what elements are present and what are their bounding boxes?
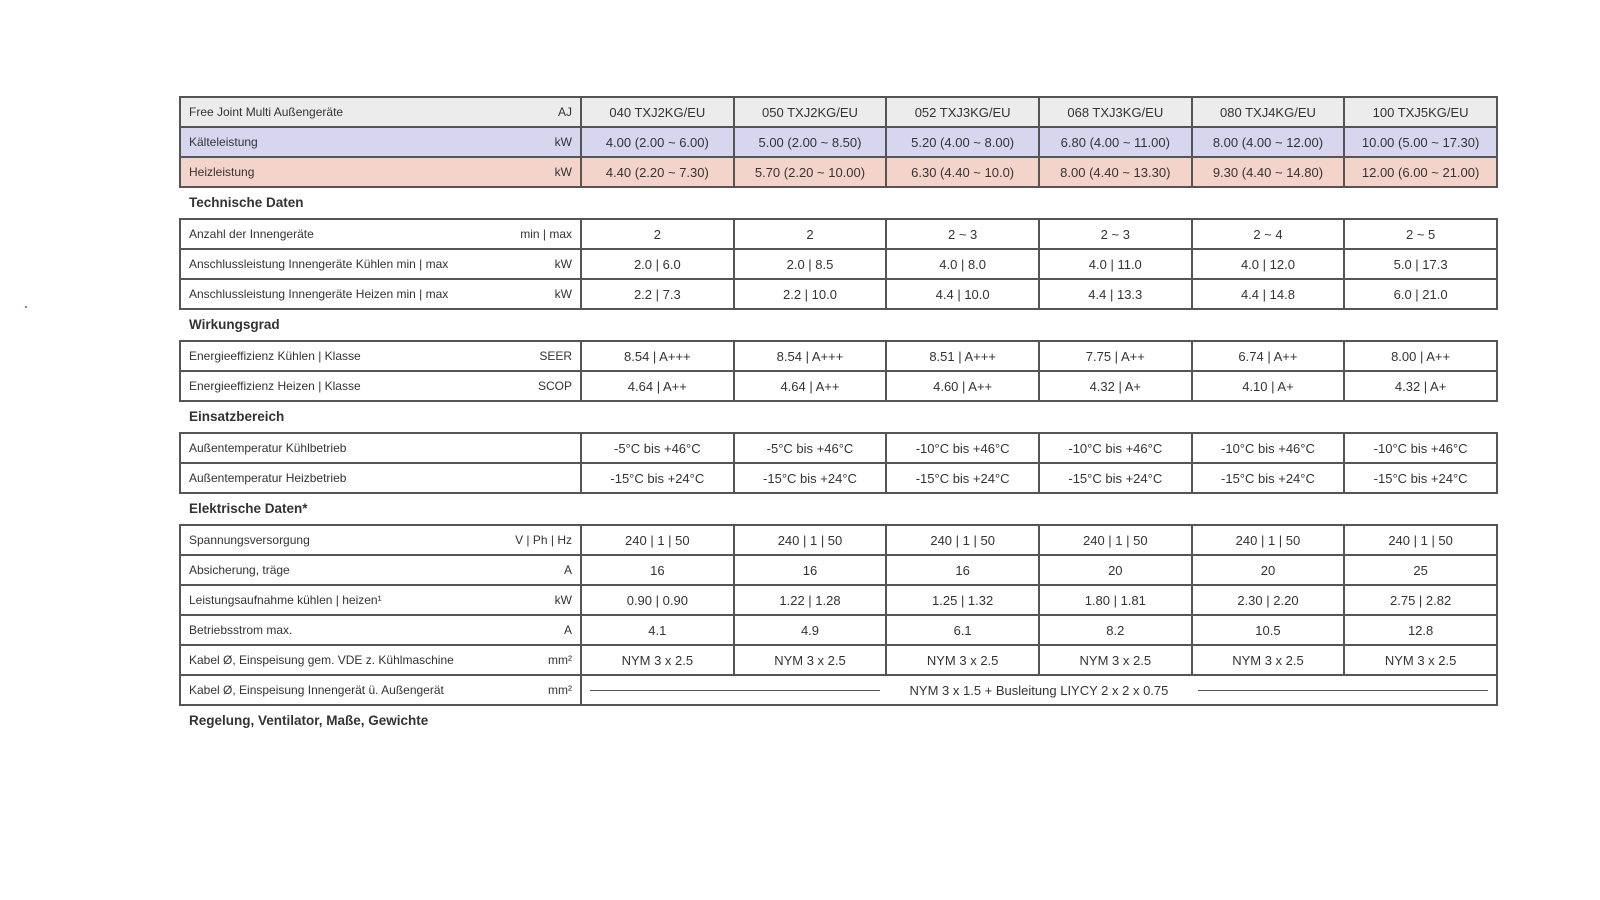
header-table (179, 96, 1498, 188)
header-label-cell (180, 97, 581, 127)
span-divider-left (590, 690, 880, 691)
value-cell: 2 (581, 219, 734, 249)
value-cell: 5.0 | 17.3 (1344, 249, 1497, 279)
value-cell: -15°C bis +24°C (886, 463, 1039, 493)
value-cell: NYM 3 x 2.5 (1039, 645, 1192, 675)
value-cell: -5°C bis +46°C (581, 433, 734, 463)
cooling-row (180, 127, 1497, 157)
table-row (180, 341, 1497, 371)
table-row (180, 615, 1497, 645)
value-cell: -10°C bis +46°C (1344, 433, 1497, 463)
value-cell: 4.4 | 10.0 (886, 279, 1039, 309)
section-title-eff: Wirkungsgrad (189, 317, 280, 332)
value-cell: 240 | 1 | 50 (886, 525, 1039, 555)
value-cell: 2 ~ 3 (886, 219, 1039, 249)
value-cell: 7.75 | A++ (1039, 341, 1192, 371)
section-title-tech: Technische Daten (189, 195, 304, 210)
row-unit: min | max (520, 227, 572, 241)
row-label: Absicherung, träge (189, 563, 290, 577)
value-cell: 10.5 (1192, 615, 1345, 645)
cooling-value: 5.20 (4.00 ~ 8.00) (886, 127, 1039, 157)
value-cell: 2.0 | 6.0 (581, 249, 734, 279)
header-unit: AJ (557, 105, 572, 119)
value-cell: 6.1 (886, 615, 1039, 645)
model-header-row (180, 97, 1497, 127)
row-label-cell (180, 645, 581, 675)
row-label: Anzahl der Innengeräte (189, 227, 314, 241)
value-cell: NYM 3 x 2.5 (1344, 645, 1497, 675)
value-cell: 2.30 | 2.20 (1192, 585, 1345, 615)
row-label: Anschlussleistung Innengeräte Heizen min | max (189, 287, 449, 301)
row-label-cell (180, 525, 581, 555)
value-cell: 4.9 (734, 615, 887, 645)
row-unit: kW (554, 287, 572, 301)
table-row (180, 249, 1497, 279)
table-row (180, 371, 1497, 401)
heating-value: 8.00 (4.40 ~ 13.30) (1039, 157, 1192, 187)
span-value: NYM 3 x 1.5 + Busleitung LIYCY 2 x 2 x 0.75 (909, 682, 1169, 698)
row-label-cell (180, 555, 581, 585)
heating-value: 6.30 (4.40 ~ 10.0) (886, 157, 1039, 187)
spec-sheet (179, 96, 1496, 736)
row-unit: kW (554, 257, 572, 271)
row-label-cell (180, 249, 581, 279)
model-cell: 100 TXJ5KG/EU (1344, 97, 1497, 127)
table-row (180, 525, 1497, 555)
value-cell: 4.64 | A++ (581, 371, 734, 401)
table-row (180, 585, 1497, 615)
heating-value: 4.40 (2.20 ~ 7.30) (581, 157, 734, 187)
value-cell: 2.2 | 10.0 (734, 279, 887, 309)
value-cell: -10°C bis +46°C (1039, 433, 1192, 463)
value-cell: -15°C bis +24°C (1344, 463, 1497, 493)
value-cell: 2.75 | 2.82 (1344, 585, 1497, 615)
value-cell: 4.10 | A+ (1192, 371, 1345, 401)
value-cell: 6.0 | 21.0 (1344, 279, 1497, 309)
value-cell: 8.54 | A+++ (581, 341, 734, 371)
value-cell: 8.54 | A+++ (734, 341, 887, 371)
row-label-cell (180, 615, 581, 645)
row-unit: mm² (548, 653, 572, 667)
heating-label-cell (180, 157, 581, 187)
row-label: Leistungsaufnahme kühlen | heizen¹ (189, 593, 382, 607)
value-cell: -5°C bis +46°C (734, 433, 887, 463)
eff-table (179, 340, 1498, 402)
cooling-value: 6.80 (4.00 ~ 11.00) (1039, 127, 1192, 157)
row-label: Betriebsstrom max. (189, 623, 293, 637)
value-cell: NYM 3 x 2.5 (734, 645, 887, 675)
value-cell: 12.8 (1344, 615, 1497, 645)
cooling-value: 10.00 (5.00 ~ 17.30) (1344, 127, 1497, 157)
value-cell: 240 | 1 | 50 (1192, 525, 1345, 555)
value-cell: 0.90 | 0.90 (581, 585, 734, 615)
model-cell: 050 TXJ2KG/EU (734, 97, 887, 127)
value-cell: -15°C bis +24°C (581, 463, 734, 493)
row-label: Außentemperatur Kühlbetrieb (189, 441, 347, 455)
section-title-range: Einsatzbereich (189, 409, 285, 424)
heating-label: Heizleistung (189, 165, 255, 179)
row-label-cell (180, 219, 581, 249)
cooling-value: 5.00 (2.00 ~ 8.50) (734, 127, 887, 157)
range-table (179, 432, 1498, 494)
row-label-cell (180, 585, 581, 615)
row-label: Spannungsversorgung (189, 533, 310, 547)
value-cell: 1.80 | 1.81 (1039, 585, 1192, 615)
heating-value: 9.30 (4.40 ~ 14.80) (1192, 157, 1345, 187)
value-cell: 240 | 1 | 50 (581, 525, 734, 555)
value-cell: 2.2 | 7.3 (581, 279, 734, 309)
row-label: Anschlussleistung Innengeräte Kühlen min | max (189, 257, 449, 271)
value-cell: 6.74 | A++ (1192, 341, 1345, 371)
value-cell: 4.4 | 14.8 (1192, 279, 1345, 309)
value-cell: 8.2 (1039, 615, 1192, 645)
row-unit: A (563, 563, 572, 577)
value-cell: 4.4 | 13.3 (1039, 279, 1192, 309)
table-row (180, 463, 1497, 493)
value-cell: 25 (1344, 555, 1497, 585)
row-unit: V | Ph | Hz (515, 533, 572, 547)
heating-value: 5.70 (2.20 ~ 10.00) (734, 157, 887, 187)
value-cell: 4.1 (581, 615, 734, 645)
row-label-cell (180, 433, 581, 463)
heating-value: 12.00 (6.00 ~ 21.00) (1344, 157, 1497, 187)
model-cell: 068 TXJ3KG/EU (1039, 97, 1192, 127)
value-cell: 16 (886, 555, 1039, 585)
value-cell: 2.0 | 8.5 (734, 249, 887, 279)
cooling-unit: kW (554, 135, 572, 149)
table-row (180, 555, 1497, 585)
row-unit: SEER (539, 349, 572, 363)
model-cell: 040 TXJ2KG/EU (581, 97, 734, 127)
value-cell: -15°C bis +24°C (1192, 463, 1345, 493)
row-label-cell (180, 341, 581, 371)
value-cell: 20 (1039, 555, 1192, 585)
table-row-span (180, 675, 1497, 705)
value-cell: 20 (1192, 555, 1345, 585)
section-title-more: Regelung, Ventilator, Maße, Gewichte (189, 713, 429, 728)
model-cell: 052 TXJ3KG/EU (886, 97, 1039, 127)
model-cell: 080 TXJ4KG/EU (1192, 97, 1345, 127)
value-cell: 4.64 | A++ (734, 371, 887, 401)
value-cell: NYM 3 x 2.5 (1192, 645, 1345, 675)
value-cell: -10°C bis +46°C (886, 433, 1039, 463)
section-title-elec: Elektrische Daten* (189, 501, 308, 516)
stray-dot (25, 306, 27, 308)
cooling-label: Kälteleistung (189, 135, 258, 149)
table-row (180, 433, 1497, 463)
value-cell: 4.0 | 12.0 (1192, 249, 1345, 279)
value-cell: 2 ~ 5 (1344, 219, 1497, 249)
elec-table (179, 524, 1498, 706)
row-label: Energieeffizienz Kühlen | Klasse (189, 349, 361, 363)
value-cell: 240 | 1 | 50 (734, 525, 887, 555)
value-cell: 4.60 | A++ (886, 371, 1039, 401)
value-cell: 16 (581, 555, 734, 585)
row-unit: kW (554, 593, 572, 607)
header-label: Free Joint Multi Außengeräte (189, 105, 344, 119)
row-label: Außentemperatur Heizbetrieb (189, 471, 347, 485)
value-cell: 2 ~ 3 (1039, 219, 1192, 249)
row-label-cell (180, 675, 581, 705)
row-label-cell (180, 371, 581, 401)
table-row (180, 645, 1497, 675)
cooling-value: 8.00 (4.00 ~ 12.00) (1192, 127, 1345, 157)
cooling-value: 4.00 (2.00 ~ 6.00) (581, 127, 734, 157)
heating-unit: kW (554, 165, 572, 179)
heating-row (180, 157, 1497, 187)
value-cell: 4.0 | 8.0 (886, 249, 1039, 279)
row-label-cell (180, 279, 581, 309)
value-cell: -15°C bis +24°C (1039, 463, 1192, 493)
value-cell: -10°C bis +46°C (1192, 433, 1345, 463)
value-cell: 16 (734, 555, 887, 585)
row-label-cell (180, 463, 581, 493)
value-cell: NYM 3 x 2.5 (581, 645, 734, 675)
tech-table (179, 218, 1498, 310)
value-cell: -15°C bis +24°C (734, 463, 887, 493)
value-cell: 2 ~ 4 (1192, 219, 1345, 249)
span-value-cell (581, 675, 1497, 705)
row-label: Kabel Ø, Einspeisung Innengerät ü. Außengerät (189, 683, 444, 697)
value-cell: NYM 3 x 2.5 (886, 645, 1039, 675)
value-cell: 2 (734, 219, 887, 249)
row-unit: SCOP (537, 379, 572, 393)
value-cell: 240 | 1 | 50 (1344, 525, 1497, 555)
value-cell: 240 | 1 | 50 (1039, 525, 1192, 555)
row-label: Kabel Ø, Einspeisung gem. VDE z. Kühlmaschine (189, 653, 454, 667)
value-cell: 1.22 | 1.28 (734, 585, 887, 615)
value-cell: 8.51 | A+++ (886, 341, 1039, 371)
table-row (180, 279, 1497, 309)
row-label: Energieeffizienz Heizen | Klasse (189, 379, 361, 393)
value-cell: 4.32 | A+ (1344, 371, 1497, 401)
value-cell: 4.0 | 11.0 (1039, 249, 1192, 279)
value-cell: 1.25 | 1.32 (886, 585, 1039, 615)
row-unit: mm² (548, 683, 572, 697)
value-cell: 8.00 | A++ (1344, 341, 1497, 371)
table-row (180, 219, 1497, 249)
value-cell: 4.32 | A+ (1039, 371, 1192, 401)
cooling-label-cell (180, 127, 581, 157)
row-unit: A (563, 623, 572, 637)
span-divider-right (1198, 690, 1488, 691)
